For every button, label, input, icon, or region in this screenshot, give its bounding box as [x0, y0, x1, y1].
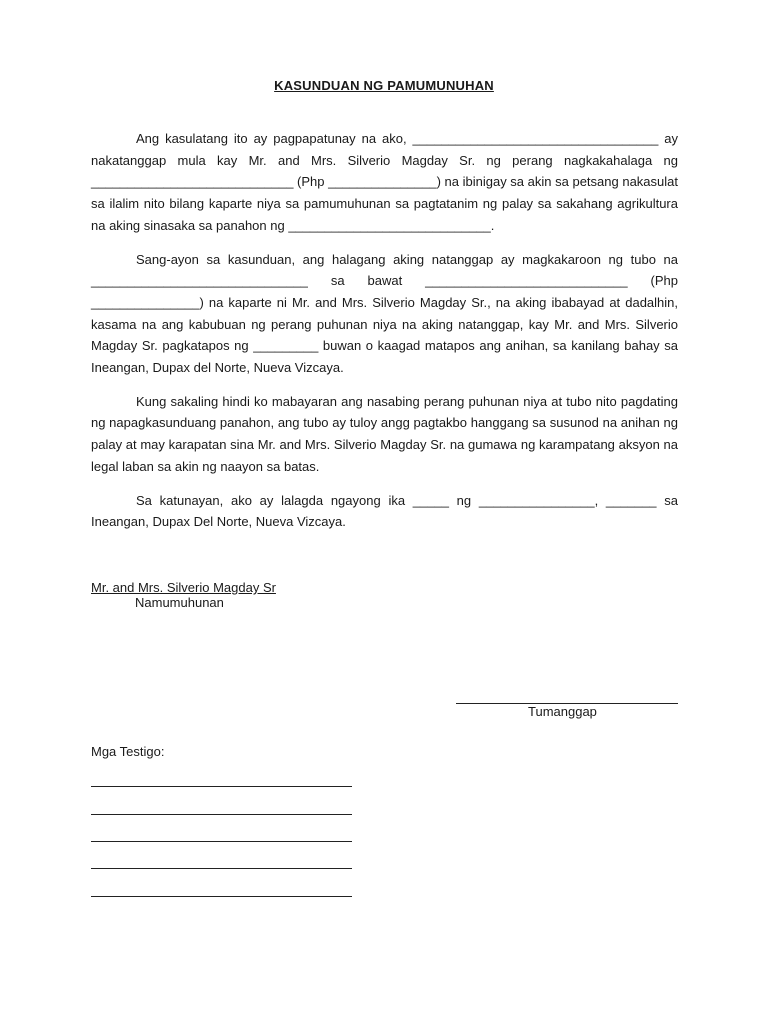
witness-signature-line	[91, 814, 352, 815]
witness-label: Mga Testigo:	[91, 744, 165, 759]
paragraph-terms: Sang-ayon sa kasunduan, ang halagang aking natanggap ay magkakaroon ng tubo na ______________________________ sa bawat ____________________________ (Php _______________) na kaparte ni Mr. and Mrs. Silverio Magday Sr., na aking ibabayad at dadalhin, kasama na ang kabubuan ng perang puhunan niya na aking natanggap, kay Mr. and Mrs. Silverio Magday Sr. pagkatapos ng _________ buwan o kaagad matapos ang anihan, sa kanilang bahay sa Ineangan, Dupax del Norte, Nueva Vizcaya.	[91, 251, 678, 376]
document-title: KASUNDUAN NG PAMUMUNUHAN	[274, 78, 494, 93]
witness-signature-line	[91, 841, 352, 842]
document-body	[91, 128, 678, 545]
paragraph-receipt: Ang kasulatang ito ay pagpapatunay na ako, __________________________________ ay nakatanggap mula kay Mr. and Mrs. Silverio Magday Sr. ng perang nagkakahalaga ng ____________________________ (Php _______________) na ibinigay sa akin sa petsang nakasulat sa ilalim nito bilang kaparte niya sa pamumuhunan sa pagtatanim ng palay sa sakahang agrikultura na aking sinasaka sa panahon ng ____________________________.	[91, 131, 678, 233]
witness-signature-line	[91, 786, 352, 787]
witness-signature-line	[91, 896, 352, 897]
investor-role: Namumuhunan	[135, 595, 224, 610]
paragraph-default: Kung sakaling hindi ko mabayaran ang nasabing perang puhunan niya at tubo nito pagdating ng napagkasunduang panahon, ang tubo ay tuloy angg pagtakbo hanggang sa susunod na anihan ng palay at may karapatan sina Mr. and Mrs. Silverio Magday Sr. na gumawa ng karampatang aksyon na legal laban sa akin ng naayon sa batas.	[91, 393, 678, 474]
recipient-role: Tumanggap	[528, 704, 597, 719]
paragraph-signing: Sa katunayan, ako ay lalagda ngayong ika _____ ng ________________, _______ sa Ineangan, Dupax Del Norte, Nueva Vizcaya.	[91, 492, 678, 530]
witness-signature-line	[91, 868, 352, 869]
investor-name: Mr. and Mrs. Silverio Magday Sr	[91, 580, 276, 595]
